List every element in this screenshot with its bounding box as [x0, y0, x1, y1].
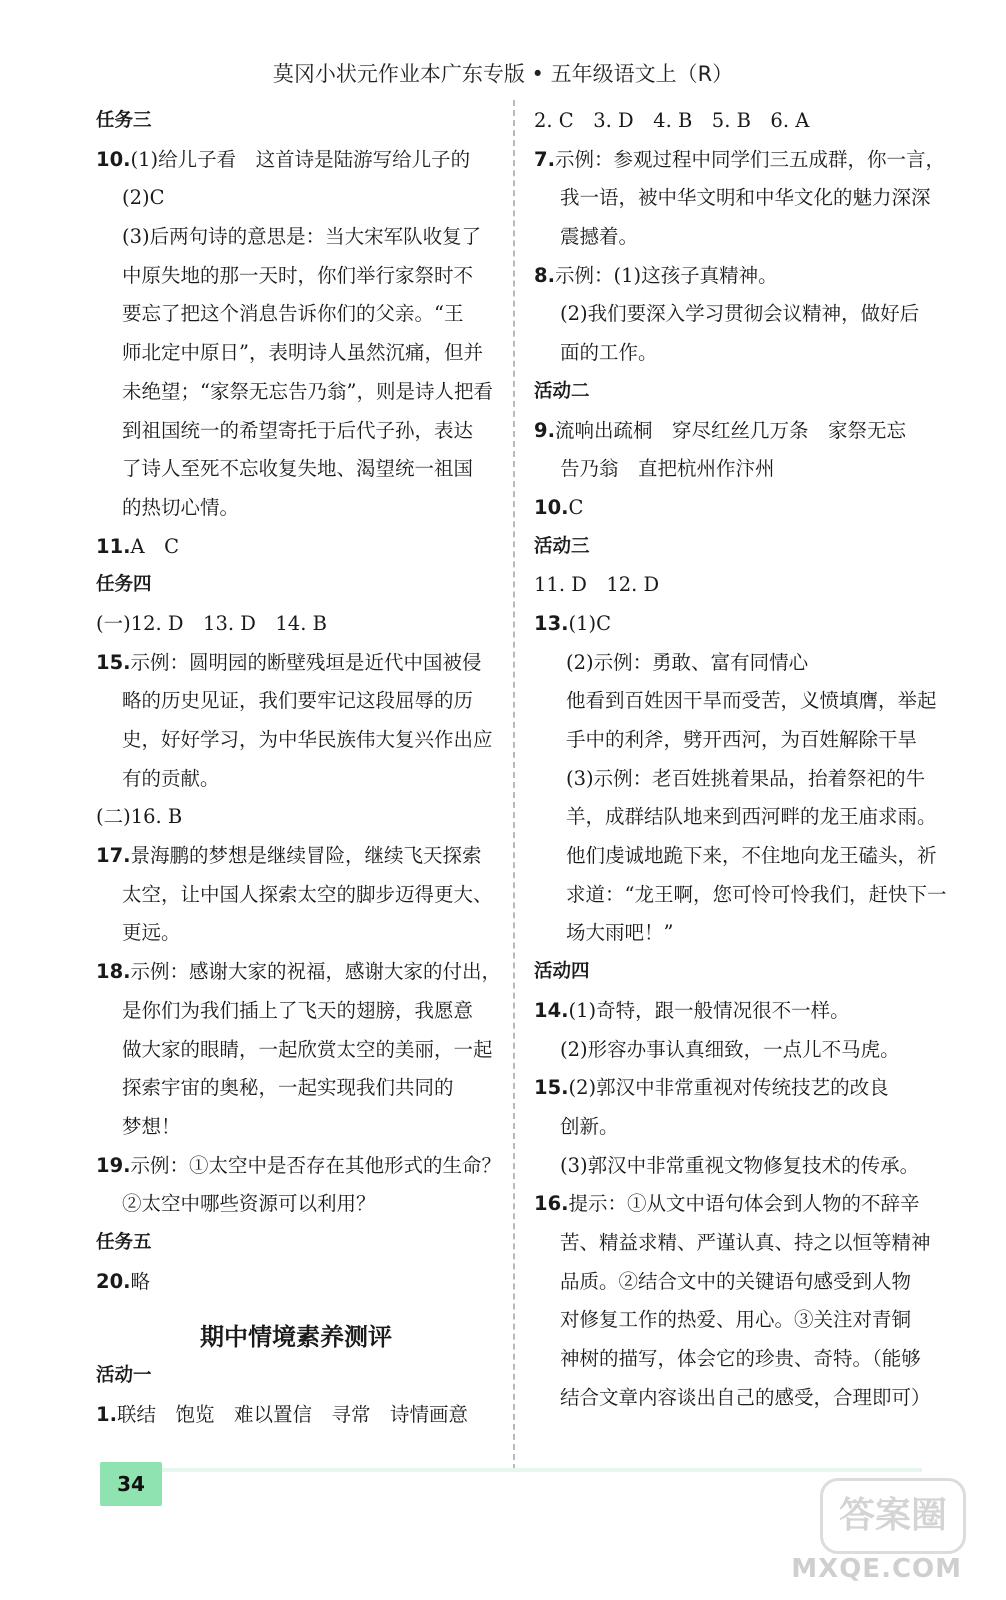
answer-item: [96, 1263, 496, 1302]
answer-item: [534, 1069, 946, 1108]
answer-continuation: 史，好好学习，为中华民族伟大复兴作出应: [122, 728, 493, 751]
answer-continuation: 神树的描写，体会它的珍贵、奇特。（能够: [560, 1347, 921, 1370]
answer-continuation: 结合文章内容谈出自己的感受，合理即可）: [560, 1385, 931, 1409]
answer-text: 略: [130, 1269, 151, 1293]
answer-item: [96, 953, 502, 992]
section-heading: 活动一: [96, 1365, 152, 1387]
answer-text: (2)郭汉中非常重视对传统技艺的改良: [568, 1076, 889, 1100]
answer-item: [96, 1147, 502, 1186]
answer-continuation: 面的工作。: [560, 341, 658, 365]
answer-number: 19.: [96, 1153, 131, 1177]
answer-continuation: 师北定中原日”，表明诗人虽然沉痛，但并: [122, 341, 483, 365]
answer-continuation: 略的历史见证，我们要牢记这段屈辱的历: [122, 689, 474, 713]
answer-continuation: (3)示例：老百姓挑着果品，抬着祭祀的牛: [566, 766, 926, 790]
left-column: [96, 102, 502, 1435]
answer-text: 提示：①从文中语句体会到人物的不辞辛: [568, 1192, 920, 1216]
answer-continuation: (3)郭汉中非常重视文物修复技术的传承。: [560, 1153, 920, 1177]
answer-number: 17.: [96, 844, 131, 868]
answer-item: [96, 644, 496, 683]
answer-text: C: [568, 495, 584, 519]
answer-item: [534, 566, 946, 605]
answer-text: (1)奇特，跟一般情况很不一样。: [568, 998, 850, 1022]
answer-text: 联结 饱览 难以置信 寻常 诗情画意: [116, 1403, 468, 1426]
answer-continuation: 品质。②结合文中的关键语句感受到人物: [560, 1269, 912, 1293]
answer-number: 11.: [96, 534, 131, 558]
section-heading: 任务五: [96, 1231, 152, 1253]
answer-continuation: ②太空中哪些资源可以利用？: [122, 1192, 376, 1216]
answer-item: [534, 257, 946, 296]
answer-text: 11. D 12. D: [534, 573, 660, 597]
answer-continuation: 太空，让中国人探索太空的脚步迈得更大、: [122, 882, 493, 906]
answer-continuation: 了诗人至死不忘收复失地、渴望统一祖国: [122, 457, 474, 481]
page-header: 莫冈小状元作业本广东专版 • 五年级语文上（R）: [272, 62, 734, 86]
right-column: [534, 102, 946, 1417]
watermark: [791, 1478, 966, 1588]
answer-text: 示例：参观过程中同学们三五成群，你一言，: [554, 147, 945, 171]
answer-continuation: 梦想！: [122, 1114, 181, 1138]
answer-continuation: 对修复工作的热爱、用心。③关注对青铜: [560, 1308, 912, 1332]
answer-item: [96, 1396, 496, 1435]
section-heading: 活动四: [534, 961, 590, 983]
answer-text: 示例：(1)这孩子真精神。: [554, 263, 778, 287]
answer-item: [534, 489, 946, 528]
answer-number: 10.: [534, 495, 569, 519]
answer-item: [534, 992, 946, 1031]
answer-number: 7.: [534, 147, 555, 171]
answer-text: (1)C: [568, 611, 612, 635]
answer-continuation: 探索宇宙的奥秘，一起实现我们共同的: [122, 1076, 454, 1100]
answer-continuation: (2)C: [122, 186, 165, 210]
answer-continuation: (2)示例：勇敢、富有同情心: [566, 650, 809, 674]
section-heading: 活动三: [534, 535, 590, 557]
answer-text: 示例：感谢大家的祝福，感谢大家的付出，: [130, 960, 502, 984]
answer-item: [96, 798, 496, 837]
answer-number: 1.: [96, 1403, 117, 1426]
answer-continuation: (3)后两句诗的意思是：当大宋军队收复了: [122, 225, 482, 249]
answer-number: 16.: [534, 1192, 569, 1216]
answer-continuation: 我一语，被中华文明和中华文化的魅力深深: [560, 186, 931, 210]
answer-text: A C: [130, 534, 180, 558]
section-heading: 活动二: [534, 380, 590, 402]
page-number: 34: [117, 1472, 145, 1496]
answer-continuation: 有的贡献。: [122, 766, 220, 790]
answer-text: (二)16. B: [96, 805, 183, 829]
section-heading: 任务三: [96, 110, 152, 131]
answer-number: 18.: [96, 960, 131, 984]
answer-continuation: 的热切心情。: [122, 495, 240, 519]
answer-item: [96, 528, 496, 567]
answer-text: (一)12. D 13. D 14. B: [96, 611, 327, 635]
answer-number: 9.: [534, 418, 555, 442]
answer-item: [534, 1185, 946, 1224]
answer-continuation: 告乃翁 直把杭州作汴州: [560, 457, 775, 481]
answer-continuation: 他看到百姓因干旱而受苦，义愤填膺，举起: [566, 689, 937, 713]
answer-number: 20.: [96, 1269, 131, 1293]
answer-continuation: 场大雨吧！”: [566, 921, 674, 945]
answer-continuation: (2)形容办事认真细致，一点儿不马虎。: [560, 1037, 900, 1061]
answer-item: [96, 837, 496, 876]
answer-continuation: 到祖国统一的希望寄托于后代子孙，表达: [122, 418, 474, 442]
column-divider: [513, 100, 515, 1470]
page-number-box: [100, 1462, 162, 1506]
answer-continuation: 震撼着。: [560, 225, 639, 249]
answer-number: 10.: [96, 147, 131, 171]
answer-continuation: 是你们为我们插上了飞天的翅膀，我愿意: [122, 998, 474, 1022]
answer-continuation: 创新。: [560, 1114, 619, 1138]
answer-continuation: 未绝望；“家祭无忘告乃翁”，则是诗人把看: [122, 379, 493, 403]
answer-continuation: 求道：“龙王啊，您可怜可怜我们，赶快下一: [566, 882, 947, 906]
answer-number: 14.: [534, 998, 569, 1022]
watermark-logo: 答案圈: [820, 1478, 966, 1554]
answer-item: [534, 412, 946, 451]
answer-item: [534, 102, 946, 141]
answer-continuation: 羊，成群结队地来到西河畔的龙王庙求雨。: [566, 805, 937, 829]
answer-text: 示例：①太空中是否存在其他形式的生命？: [130, 1153, 502, 1177]
answer-continuation: 更远。: [122, 921, 181, 945]
answer-number: 15.: [534, 1076, 569, 1100]
answer-number: 8.: [534, 263, 555, 287]
answer-text: 流响出疏桐 穿尽红丝几万条 家祭无忘: [554, 418, 906, 442]
answer-text: 2. C 3. D 4. B 5. B 6. A: [534, 109, 810, 132]
answer-number: 13.: [534, 611, 569, 635]
section-heading: 任务四: [96, 574, 152, 596]
answer-continuation: 中原失地的那一天时，你们举行家祭时不: [122, 263, 474, 287]
answer-text: (1)给儿子看 这首诗是陆游写给儿子的: [130, 147, 471, 171]
test-title: 期中情境素养测评: [200, 1323, 392, 1352]
answer-item: [534, 141, 946, 180]
answer-continuation: 苦、精益求精、严谨认真、持之以恒等精神: [560, 1230, 931, 1254]
answer-item: [96, 605, 496, 644]
answer-continuation: 他们虔诚地跪下来，不住地向龙王磕头，祈: [566, 844, 937, 868]
answer-continuation: 手中的利斧，劈开西河，为百姓解除干旱: [566, 728, 918, 751]
watermark-text: MXQE.COM: [791, 1554, 962, 1584]
answer-text: 景海鹏的梦想是继续冒险，继续飞天探索: [130, 844, 482, 868]
answer-item: [534, 605, 946, 644]
answer-number: 15.: [96, 650, 131, 674]
answer-continuation: 做大家的眼睛，一起欣赏太空的美丽，一起: [122, 1037, 493, 1061]
answer-continuation: 要忘了把这个消息告诉你们的父亲。“王: [122, 302, 464, 326]
footer-band: [162, 1468, 922, 1472]
answer-item: [96, 141, 496, 180]
answer-text: 示例：圆明园的断壁残垣是近代中国被侵: [130, 650, 482, 674]
answer-continuation: (2)我们要深入学习贯彻会议精神，做好后: [560, 302, 920, 326]
